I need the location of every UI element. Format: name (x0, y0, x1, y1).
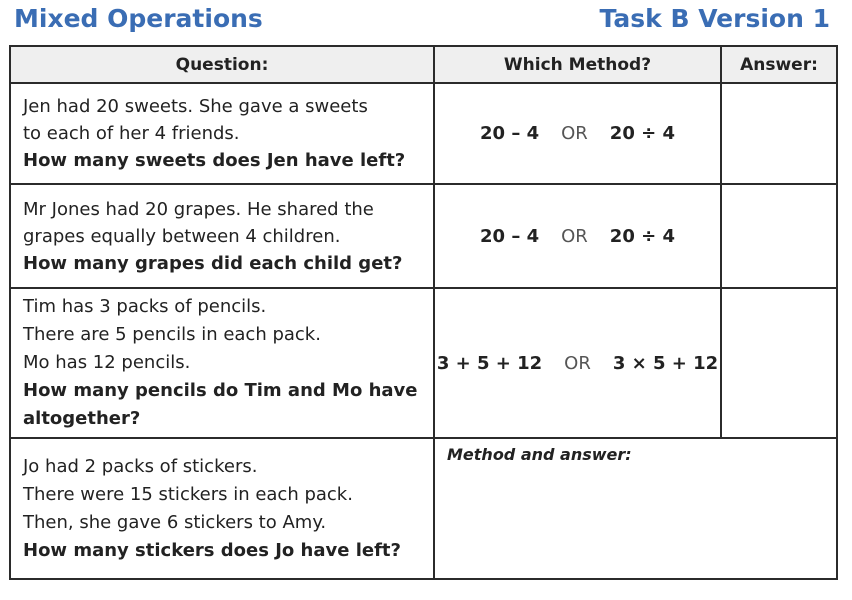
column-header-method: Which Method? (434, 46, 721, 83)
answer-cell[interactable] (721, 184, 837, 288)
method-option-b: 20 ÷ 4 (609, 123, 675, 144)
method-cell (434, 184, 721, 288)
question-text-line: Mo has 12 pencils. (23, 352, 191, 373)
method-option-b: 20 ÷ 4 (609, 225, 675, 247)
table-header-row (10, 46, 837, 83)
table-row (10, 438, 837, 579)
method-cell (434, 83, 721, 184)
method-and-answer-label: Method and answer: (447, 445, 632, 464)
question-text-line: Jo had 2 packs of stickers. (23, 455, 258, 477)
task-version-label: Task B Version 1 (599, 4, 830, 33)
question-prompt: How many stickers does Jo have left? (23, 539, 401, 561)
column-header-answer: Answer: (721, 46, 837, 83)
answer-cell[interactable] (721, 83, 837, 184)
method-option-a: 3 + 5 + 12 (436, 352, 543, 374)
column-header-question: Question: (10, 46, 434, 83)
question-text-line: Jen had 20 sweets. She gave a sweets (23, 96, 368, 117)
method-cell (434, 288, 721, 438)
question-prompt: How many pencils do Tim and Mo have altogether? (23, 380, 418, 429)
answer-cell[interactable] (721, 288, 837, 438)
question-text-line: to each of her 4 friends. (23, 123, 240, 144)
method-option-a: 20 – 4 (480, 225, 540, 247)
or-label: OR (561, 225, 588, 247)
worksheet-table (9, 45, 838, 580)
worksheet-title: Mixed Operations (14, 4, 263, 33)
table-row (10, 288, 837, 438)
table-row (10, 83, 837, 184)
question-cell (10, 184, 434, 288)
question-text-line: Tim has 3 packs of pencils. (23, 296, 267, 317)
method-and-answer-cell[interactable] (434, 438, 837, 579)
question-text-line: There were 15 stickers in each pack. (23, 483, 353, 505)
question-cell (10, 438, 434, 579)
question-prompt: How many sweets does Jen have left? (23, 150, 406, 171)
question-text-line: There are 5 pencils in each pack. (23, 324, 321, 345)
question-prompt: How many grapes did each child get? (23, 252, 403, 274)
or-label: OR (561, 123, 588, 144)
method-option-a: 20 – 4 (480, 123, 540, 144)
method-option-b: 3 × 5 + 12 (612, 352, 719, 374)
or-label: OR (564, 352, 591, 374)
question-text-line: grapes equally between 4 children. (23, 225, 341, 247)
question-text-line: Mr Jones had 20 grapes. He shared the (23, 198, 374, 220)
question-cell (10, 83, 434, 184)
table-row (10, 184, 837, 288)
question-cell (10, 288, 434, 438)
question-text-line: Then, she gave 6 stickers to Amy. (23, 511, 327, 533)
